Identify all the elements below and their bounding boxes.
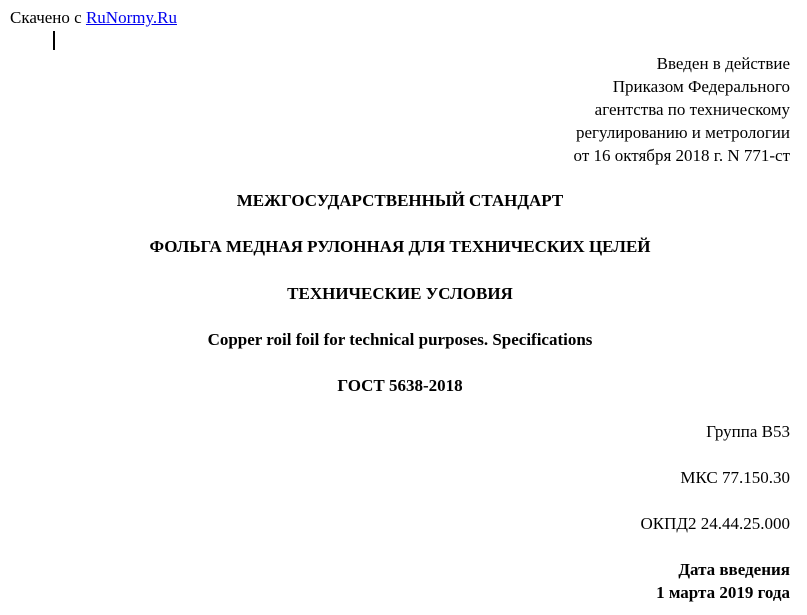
- effective-date-value: 1 марта 2019 года: [656, 583, 790, 602]
- document-subtitle: ТЕХНИЧЕСКИЕ УСЛОВИЯ: [287, 284, 513, 303]
- introduced-line-5: от 16 октября 2018 г. N 771-ст: [573, 146, 790, 165]
- introduced-line-2: Приказом Федерального: [612, 77, 790, 96]
- gost-number: ГОСТ 5638-2018: [337, 376, 463, 395]
- downloaded-from-line: [10, 6, 177, 29]
- mks-code: МКС 77.150.30: [680, 468, 790, 487]
- text-cursor: [53, 31, 55, 50]
- downloaded-prefix: Скачено с: [10, 8, 82, 27]
- introduced-line-4: регулированию и метрологии: [575, 123, 790, 142]
- okpd-code: ОКПД2 24.44.25.000: [640, 514, 790, 533]
- effective-date-block: [656, 558, 790, 604]
- standard-type-heading: МЕЖГОСУДАРСТВЕННЫЙ СТАНДАРТ: [236, 191, 564, 210]
- runormy-link[interactable]: RuNormy.Ru: [85, 8, 177, 27]
- group-code: Группа В53: [706, 422, 790, 441]
- effective-date-label: Дата введения: [678, 560, 790, 579]
- introduced-block: [574, 52, 790, 167]
- introduced-line-3: агентства по техническому: [594, 100, 790, 119]
- english-title: Copper roil foil for technical purposes. Specifications: [207, 330, 593, 349]
- introduced-line-1: Введен в действие: [656, 54, 790, 73]
- document-title: ФОЛЬГА МЕДНАЯ РУЛОННАЯ ДЛЯ ТЕХНИЧЕСКИХ ЦЕЛЕЙ: [149, 237, 651, 256]
